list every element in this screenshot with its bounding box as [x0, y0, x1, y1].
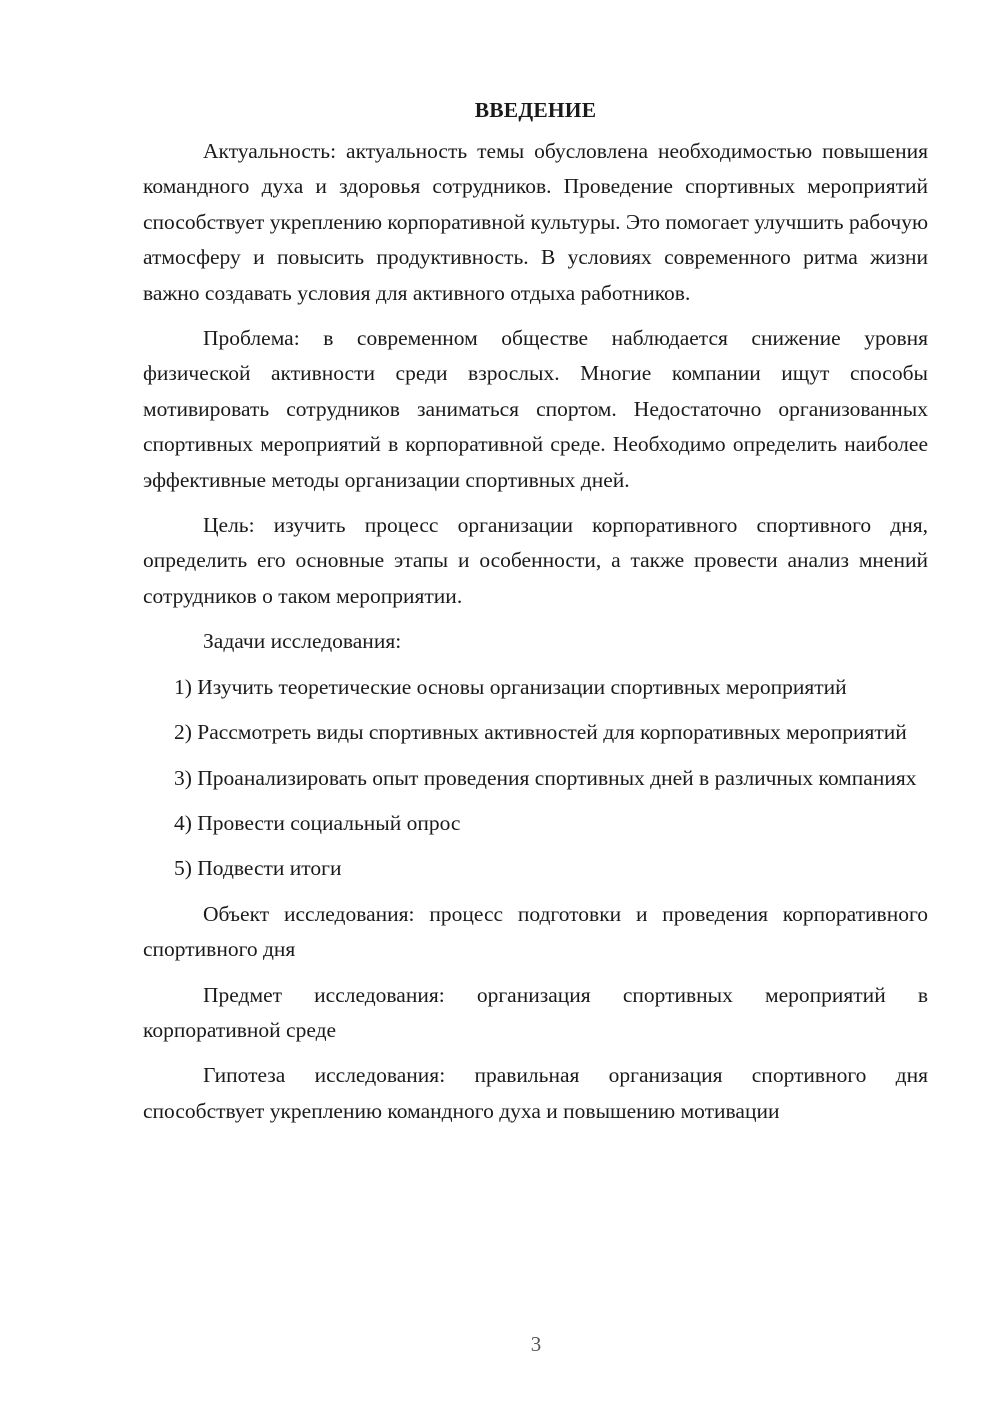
page-title: ВВЕДЕНИЕ [474, 98, 597, 122]
document-page [143, 92, 928, 1129]
list-item: 1) Изучить теоретические основы организации спортивных мероприятий [174, 674, 847, 699]
paragraph-object: Объект исследования: процесс подготовки и проведения корпоративного спортивного дня [143, 901, 928, 962]
paragraph-subject: Предмет исследования: организация спортивных мероприятий в корпоративной среде [143, 982, 928, 1042]
list-item: 4) Провести социальный опрос [174, 810, 461, 835]
paragraph-actuality: Актуальность: актуальность темы обусловлена необходимостью повышения командного духа и здоровья сотрудников. Проведение спортивных мероприятий способствует укреплению корпоративной культуры. Это помогает улучшить рабочую атмосферу и повысить продуктивность. В условиях современного ритма жизни важно создавать условия для активного отдыха работников. [143, 139, 929, 305]
list-item: 3) Проанализировать опыт проведения спортивных дней в различных компаниях [174, 765, 917, 790]
paragraph-problem: Проблема: в современном обществе наблюдается снижение уровня физической активности среди взрослых. Многие компании ищут способы мотивировать сотрудников заниматься спортом. Недостаточно организованных спортивных мероприятий в корпоративной среде. Необходимо определить наиболее эффективные методы организации спортивных дней. [143, 326, 928, 492]
paragraph-goal: Цель: изучить процесс организации корпоративного спортивного дня, определить его основные этапы и особенности, а также провести анализ мнений сотрудников о таком мероприятии. [143, 513, 928, 608]
paragraph-hypothesis: Гипотеза исследования: правильная организация спортивного дня способствует укреплению командного духа и повышению мотивации [143, 1063, 928, 1123]
tasks-heading: Задачи исследования: [203, 629, 402, 654]
list-item: 2) Рассмотреть виды спортивных активностей для корпоративных мероприятий [174, 720, 907, 745]
tasks-list [143, 670, 928, 887]
page-number: 3 [530, 1332, 542, 1356]
list-item: 5) Подвести итоги [174, 856, 342, 881]
